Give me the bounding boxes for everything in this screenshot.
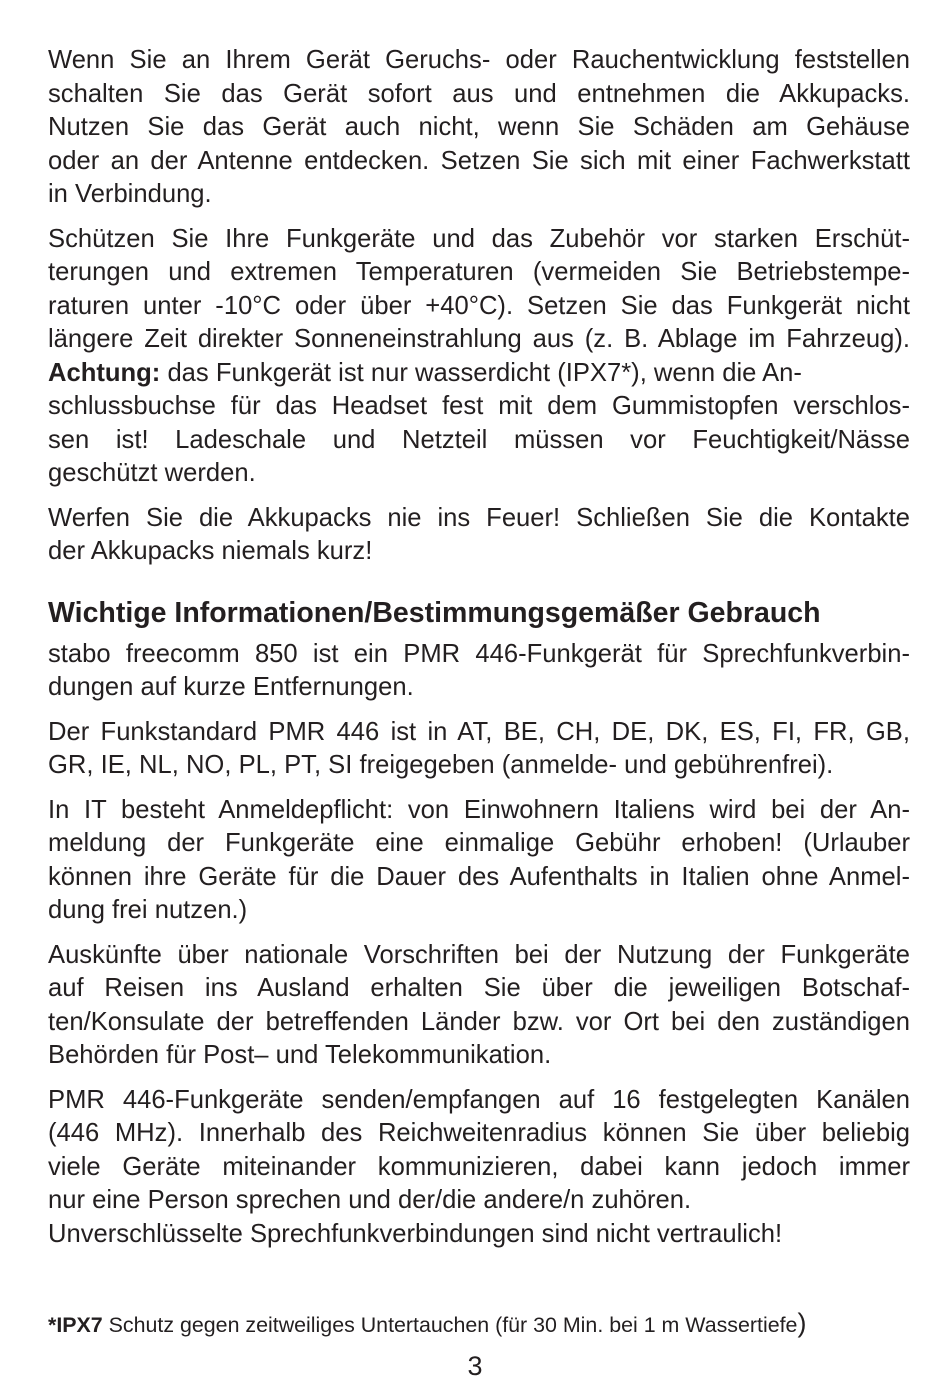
paragraph-italy [48, 794, 910, 928]
text-line: ten/Konsulate der betreffenden Länder bzw. vor Ort bei den zuständigen [48, 1007, 910, 1036]
paragraph-product-intro [48, 638, 910, 705]
text-line: oder an der Antenne entdecken. Setzen Sie sich mit einer Fachwerkstatt [48, 146, 910, 175]
text-line: Unverschlüsselte Sprechfunkverbindungen sind nicht vertraulich! [48, 1219, 783, 1248]
page-number: 3 [467, 1351, 483, 1381]
text-line: können ihre Geräte für die Dauer des Aufenthalts in Italien ohne Anmel- [48, 862, 910, 891]
text-line: schlussbuchse für das Headset fest mit dem Gummistopfen verschlos- [48, 392, 910, 420]
text-line: stabo freecomm 850 ist ein PMR 446-Funkgerät für Sprechfunkverbin- [48, 639, 910, 668]
text-line: meldung der Funkgeräte eine einmalige Gebühr erhoben! (Urlauber [48, 829, 910, 857]
text-line-attention [48, 357, 910, 391]
text-line: dungen auf kurze Entfernungen. [48, 673, 414, 701]
text-line: Nutzen Sie das Gerät auch nicht, wenn Sie Schäden am Gehäuse [48, 113, 910, 141]
paragraph-channels [48, 1084, 910, 1252]
text-line: raturen unter -10°C oder über +40°C). Setzen Sie das Funkgerät nicht [48, 291, 910, 320]
text-line: Auskünfte über nationale Vorschriften bei der Nutzung der Funkgeräte [48, 940, 910, 969]
text-line: schalten Sie das Gerät sofort aus und entnehmen die Akkupacks. [48, 79, 910, 108]
text-line: dung frei nutzen.) [48, 896, 248, 924]
section-heading: Wichtige Informationen/Bestimmungsgemäßer Gebrauch [48, 596, 821, 629]
paragraph-protection [48, 223, 910, 491]
text-line: GR, IE, NL, NO, PL, PT, SI freigegeben (anmelde- und gebührenfrei). [48, 751, 834, 779]
text-line: (446 MHz). Innerhalb des Reichweitenradius können Sie über beliebig [48, 1119, 910, 1147]
footnote-text: Schutz gegen zeitweiliges Untertauchen (für 30 Min. bei 1 m Wassertiefe [102, 1313, 798, 1337]
text-line: PMR 446-Funkgeräte senden/empfangen auf 16 festgelegten Kanälen [48, 1085, 910, 1114]
attention-text: das Funkgerät ist nur wasserdicht (IPX7*), wenn die An- [167, 358, 802, 387]
text-line: geschützt werden. [48, 459, 256, 487]
attention-label: Achtung: [48, 358, 161, 387]
text-line: viele Geräte miteinander kommunizieren, dabei kann jedoch immer [48, 1152, 910, 1181]
paragraph-countries [48, 716, 910, 783]
document-body [48, 44, 910, 1262]
text-line: auf Reisen ins Ausland erhalten Sie über die jeweiligen Botschaf- [48, 974, 910, 1002]
text-line: nur eine Person sprechen und der/die andere/n zuhören. [48, 1186, 692, 1214]
paragraph-smoke-warning [48, 44, 910, 212]
text-line: sen ist! Ladeschale und Netzteil müssen vor Feuchtigkeit/Nässe [48, 425, 910, 454]
paragraph-regulations [48, 939, 910, 1073]
text-line: Wenn Sie an Ihrem Gerät Geruchs- oder Rauchentwicklung feststellen [48, 46, 910, 74]
text-line: Schützen Sie Ihre Funkgeräte und das Zubehör vor starken Erschüt- [48, 224, 910, 253]
text-line: Werfen Sie die Akkupacks nie ins Feuer! Schließen Sie die Kontakte [48, 503, 910, 532]
footnote [48, 1308, 910, 1340]
text-line: terungen und extremen Temperaturen (vermeiden Sie Betriebstempe- [48, 258, 910, 286]
paragraph-battery-warning [48, 502, 910, 569]
text-line: der Akkupacks niemals kurz! [48, 537, 373, 565]
footnote-close: ) [797, 1308, 807, 1338]
text-line: In IT besteht Anmeldepflicht: von Einwohnern Italiens wird bei der An- [48, 795, 910, 824]
text-line: Behörden für Post– und Telekommunikation. [48, 1041, 552, 1069]
text-line: Der Funkstandard PMR 446 ist in AT, BE, CH, DE, DK, ES, FI, FR, GB, [48, 717, 910, 746]
text-line: längere Zeit direkter Sonneneinstrahlung aus (z. B. Ablage im Fahrzeug). [48, 325, 910, 353]
footnote-marker: *IPX7 [48, 1313, 103, 1337]
text-line: in Verbindung. [48, 180, 212, 208]
